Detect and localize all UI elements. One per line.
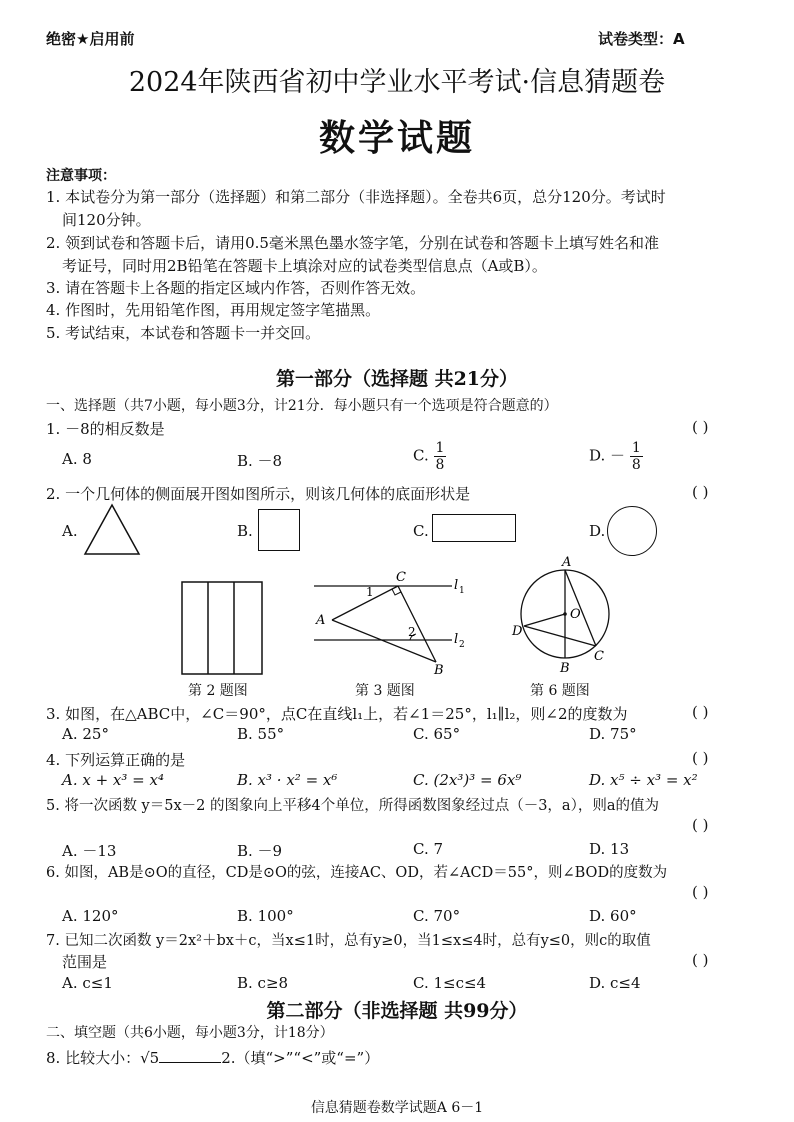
q6-option-d: D. 60° — [589, 907, 637, 925]
q1-stem: 1. －8的相反数是 — [46, 420, 165, 438]
triangle-shape — [82, 502, 142, 557]
figure-2-net — [180, 580, 264, 676]
q7-stem: 7. 已知二次函数 y＝2x²＋bx＋c，当x≤1时，总有y≥0，当1≤x≤4时，总有y≤0，则c的取值 — [46, 933, 651, 949]
exam-title: 2024年陕西省初中学业水平考试·信息猜题卷 — [128, 67, 666, 98]
answer-paren: ( ) — [692, 749, 709, 767]
answer-paren: ( ) — [692, 703, 709, 721]
point-b-label: B — [434, 663, 444, 678]
line-l1-label: l — [454, 578, 459, 593]
q6-option-b: B. 100° — [237, 907, 294, 925]
answer-paren: ( ) — [692, 951, 709, 969]
q7-option-d: D. c≤4 — [589, 974, 641, 992]
answer-blank[interactable] — [159, 1048, 221, 1063]
q5-stem: 5. 将一次函数 y＝5x－2 的图象向上平移4个单位，所得函数图象经过点（－3，a），则a的值为 — [46, 798, 659, 814]
notice-item: 4. 作图时，先用铅笔作图，再用规定签字笔描黑。 — [46, 301, 381, 319]
section2-heading: 二、填空题（共6小题，每小题3分，计18分） — [46, 1025, 334, 1041]
square-shape — [258, 509, 300, 551]
answer-paren: ( ) — [692, 816, 709, 834]
q1-option-c: C. $\frac{1}{8}$ — [413, 440, 445, 473]
q1-option-d: D. － $\frac{1}{8}$ — [589, 440, 641, 473]
q2-option-d: D. — [589, 522, 606, 540]
figure-3-diagram — [310, 566, 480, 678]
notice-item: 5. 考试结束，本试卷和答题卡一并交回。 — [46, 324, 321, 342]
q7-stem-continued: 范围是 — [62, 953, 108, 971]
q4-option-c: C. (2x³)³ = 6x⁹ — [413, 771, 522, 789]
point-c-label: C — [396, 570, 406, 585]
center-o-label: O — [570, 607, 581, 622]
q3-option-d: D. 75° — [589, 725, 637, 743]
notice-item: 2. 领到试卷和答题卡后，请用0.5毫米黑色墨水签字笔，分别在试卷和答题卡上填写姓名和准 — [46, 234, 659, 252]
q8-stem: 8. 比较大小：√5 2.（填“>”“<”或“=”） — [46, 1049, 380, 1067]
q7-option-a: A. c≤1 — [62, 974, 113, 992]
point-a-label: A — [562, 555, 572, 570]
page-footer: 信息猜题卷数学试题A 6－1 — [310, 1100, 484, 1116]
point-c-label: C — [594, 649, 604, 664]
rectangle-shape — [432, 514, 516, 542]
point-b-label: B — [560, 661, 570, 674]
line-l2-label: l — [454, 632, 459, 647]
angle-2-label: 2 — [408, 625, 416, 639]
q1-option-b: B. －8 — [237, 452, 283, 470]
q3-option-a: A. 25° — [62, 725, 109, 743]
notice-item: 间120分钟。 — [62, 211, 151, 229]
q4-option-a: A. x + x³ = x⁴ — [62, 771, 164, 789]
q7-option-c: C. 1≤c≤4 — [413, 974, 487, 992]
part2-title: 第二部分（非选择题 共99分） — [266, 1000, 528, 1022]
q5-option-b: B. －9 — [237, 842, 283, 860]
notice-heading: 注意事项： — [46, 168, 116, 184]
confidential-label: 绝密★启用前 — [46, 30, 135, 48]
circle-shape — [607, 506, 657, 556]
paper-type-label: 试卷类型：A — [598, 30, 685, 48]
q3-option-c: C. 65° — [413, 725, 461, 743]
q5-option-d: D. 13 — [589, 840, 630, 858]
subject-title: 数学试题 — [318, 118, 475, 159]
q3-option-b: B. 55° — [237, 725, 285, 743]
q2-option-a: A. — [62, 522, 78, 540]
q2-stem: 2. 一个几何体的侧面展开图如图所示，则该几何体的底面形状是 — [46, 485, 471, 503]
section1-heading: 一、选择题（共7小题，每小题3分，计21分．每小题只有一个选项是符合题意的） — [46, 398, 558, 414]
q4-option-d: D. x⁵ ÷ x³ = x² — [589, 771, 698, 789]
point-a-label: A — [316, 613, 326, 628]
answer-paren: ( ) — [692, 418, 709, 436]
angle-1-label: 1 — [366, 585, 374, 599]
figure-2-caption: 第 2 题图 — [188, 683, 248, 699]
line-l2-subscript: 2 — [459, 640, 465, 650]
q7-option-b: B. c≥8 — [237, 974, 289, 992]
q4-option-b: B. x³ · x² = x⁶ — [237, 771, 338, 789]
q4-stem: 4. 下列运算正确的是 — [46, 751, 186, 769]
q1-option-a: A. 8 — [62, 450, 92, 468]
notice-item: 3. 请在答题卡上各题的指定区域内作答，否则作答无效。 — [46, 279, 426, 297]
q6-option-c: C. 70° — [413, 907, 461, 925]
fraction-numerator: 1 — [435, 440, 445, 456]
answer-paren: ( ) — [692, 483, 709, 501]
q6-stem: 6. 如图，AB是⊙O的直径，CD是⊙O的弦，连接AC、OD，若∠ACD＝55°，则∠BOD的度数为 — [46, 865, 668, 881]
figure-6-caption: 第 6 题图 — [530, 683, 590, 699]
q5-option-a: A. －13 — [62, 842, 117, 860]
q6-option-a: A. 120° — [62, 907, 119, 925]
figure-3-caption: 第 3 题图 — [355, 683, 415, 699]
q5-option-c: C. 7 — [413, 840, 444, 858]
fraction-denominator: 8 — [631, 457, 641, 473]
point-d-label: D — [512, 624, 523, 639]
notice-item: 考证号，同时用2B铅笔在答题卡上填涂对应的试卷类型信息点（A或B）。 — [62, 257, 547, 275]
q2-option-c: C. — [413, 522, 429, 540]
answer-paren: ( ) — [692, 883, 709, 901]
q2-option-b: B. — [237, 522, 253, 540]
figure-6-diagram — [508, 554, 620, 674]
part1-title: 第一部分（选择题 共21分） — [275, 368, 519, 390]
q3-stem: 3. 如图，在△ABC中，∠C＝90°，点C在直线l₁上，若∠1＝25°，l₁∥l₂，则∠2的度数为 — [46, 705, 628, 723]
fraction-denominator: 8 — [435, 457, 445, 473]
fraction-numerator: 1 — [631, 440, 641, 456]
notice-item: 1. 本试卷分为第一部分（选择题）和第二部分（非选择题）。全卷共6页，总分120分。考试时 — [46, 188, 666, 206]
line-l1-subscript: 1 — [459, 586, 465, 596]
